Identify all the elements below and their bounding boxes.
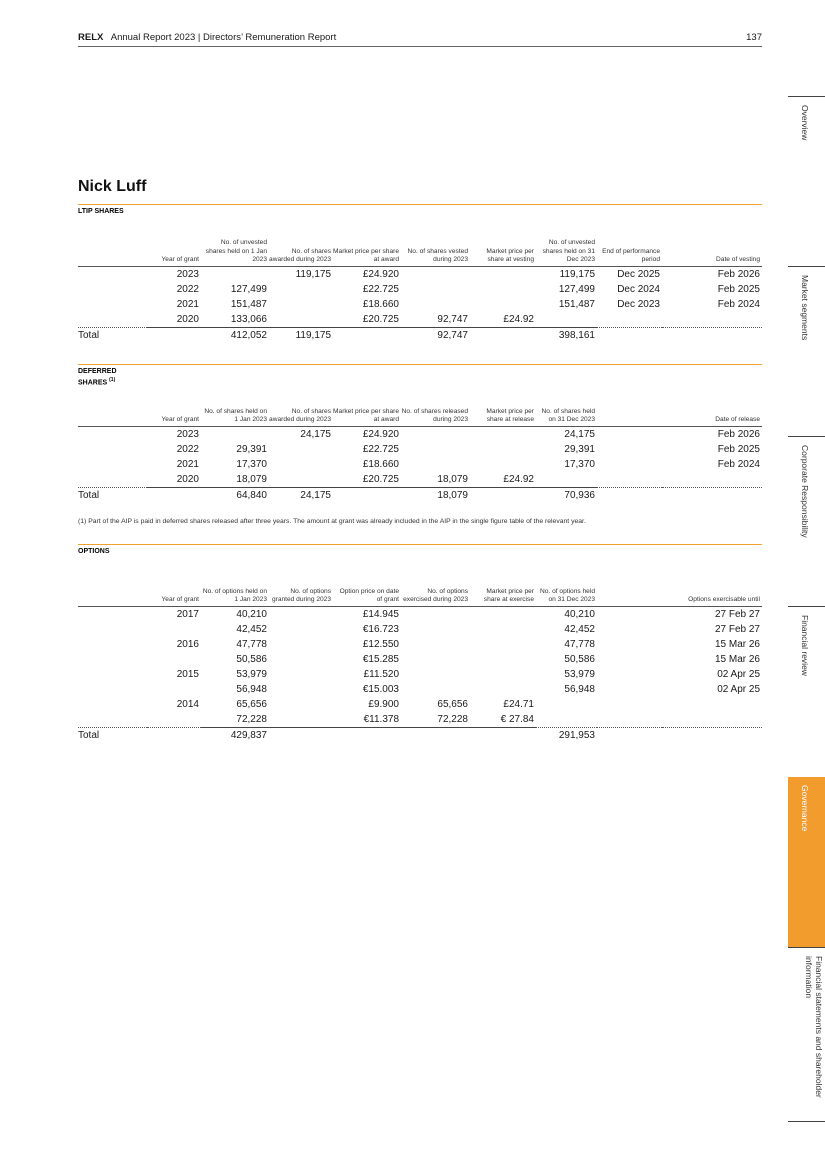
table-row: 2021 17,370 £18.660 17,370 Feb 2024 [176,459,760,470]
column-header: Year of grant [147,365,201,427]
column-header: No. of shares awarded during 2023 [269,365,333,427]
table-row: 2014 65,656 £9.900 65,656 £24.71 [176,699,534,710]
table-row: 42,452 €16.723 42,452 27 Feb 27 [236,624,760,635]
column-header: No. of shares awarded during 2023 [269,205,333,267]
table-row: 2022 29,391 £22.725 29,391 Feb 2025 [176,444,760,455]
section-label: LTIP SHARES [78,205,147,267]
column-header: Option price on date of grant [333,545,401,607]
table-row: 56,948 €15.003 56,948 02 Apr 25 [236,684,760,695]
total-row: Total 64,840 24,175 18,079 70,936 [78,488,762,504]
column-header: Market price per share at release [470,365,536,427]
column-header [597,545,662,607]
column-header: No. of unvested shares held on 1 Jan 2023 [201,205,269,267]
table-row: 2020 18,079 £20.725 18,079 £24.92 [78,472,762,488]
header-divider [78,46,762,47]
total-row: Total 429,837 291,953 [78,728,762,744]
table-row: 2023 24,175 £24.920 24,175 Feb 2026 [176,429,760,440]
brand-name: RELX [78,32,104,43]
column-header: No. of options held on 1 Jan 2023 [201,545,269,607]
table-row: 50,586 €15.285 50,586 15 Mar 26 [236,654,760,665]
table-row: 2022 127,499 £22.725 127,499 Dec 2024 Feb 2025 [176,284,760,295]
column-header [597,365,662,427]
section-label: OPTIONS [78,545,147,607]
column-header: Market price per share at award [333,365,401,427]
column-header: Year of grant [147,205,201,267]
column-header: Options exercisable until [662,545,762,607]
total-row: Total 412,052 119,175 92,747 398,161 [78,328,762,344]
column-header: Date of vesting [662,205,762,267]
report-title: Annual Report 2023 | Directors’ Remuneration Report [110,32,337,43]
column-header: No. of unvested shares held on 31 Dec 2023 [536,205,597,267]
column-header: No. of options exercised during 2023 [401,545,470,607]
page-header [78,32,762,46]
table-row: 2016 47,778 £12.550 47,778 15 Mar 26 [176,639,760,650]
table-row: 2015 53,979 £11.520 53,979 02 Apr 25 [176,669,760,680]
column-header: Market price per share at award [333,205,401,267]
tab-governance[interactable]: Governance [788,777,825,947]
column-header: No. of shares held on 31 Dec 2023 [536,365,597,427]
column-header: No. of shares held on 1 Jan 2023 [201,365,269,427]
page-title: Nick Luff [78,178,147,195]
table-header-row [78,365,762,427]
column-header: No. of options held on 31 Dec 2023 [536,545,597,607]
ltip-shares-table [78,204,762,343]
table-header-row [78,205,762,267]
table-row: 2020 133,066 £20.725 92,747 £24.92 [78,312,762,328]
section-label: DEFERRED SHARES $^{(1)}$ [78,365,147,427]
table-row: 2023 119,175 £24.920 119,175 Dec 2025 Feb 2026 [176,269,760,280]
tab-financial-statements[interactable]: Financial statements and shareholder information [788,947,825,1122]
column-header: Year of grant [147,545,201,607]
tab-market-segments[interactable]: Market segments [788,266,825,436]
column-header: No. of shares released during 2023 [401,365,470,427]
tab-corporate-responsibility[interactable]: Corporate Responsibility [788,436,825,606]
page-number: 137 [746,32,762,43]
table-row: 72,228 €11.378 72,228 € 27.84 [78,712,762,728]
column-header: Market price per share at vesting [470,205,536,267]
deferred-shares-table [78,364,762,503]
table-header-row [78,545,762,607]
table-row: 2017 40,210 £14.945 40,210 27 Feb 27 [176,609,760,620]
tab-financial-review[interactable]: Financial review [788,606,825,776]
column-header: End of performance period [597,205,662,267]
column-header: Date of release [662,365,762,427]
column-header: No. of options granted during 2023 [269,545,333,607]
column-header: Market price per share at exercise [470,545,536,607]
tab-overview[interactable]: Overview [788,96,825,266]
table-row: 2021 151,487 £18.660 151,487 Dec 2023 Feb 2024 [176,299,760,310]
column-header: No. of shares vested during 2023 [401,205,470,267]
options-table [78,544,762,743]
footnote: (1) Part of the AIP is paid in deferred shares released after three years. The amount at grant was already included in the AIP in the single figure table of the relevant year. [78,518,586,525]
